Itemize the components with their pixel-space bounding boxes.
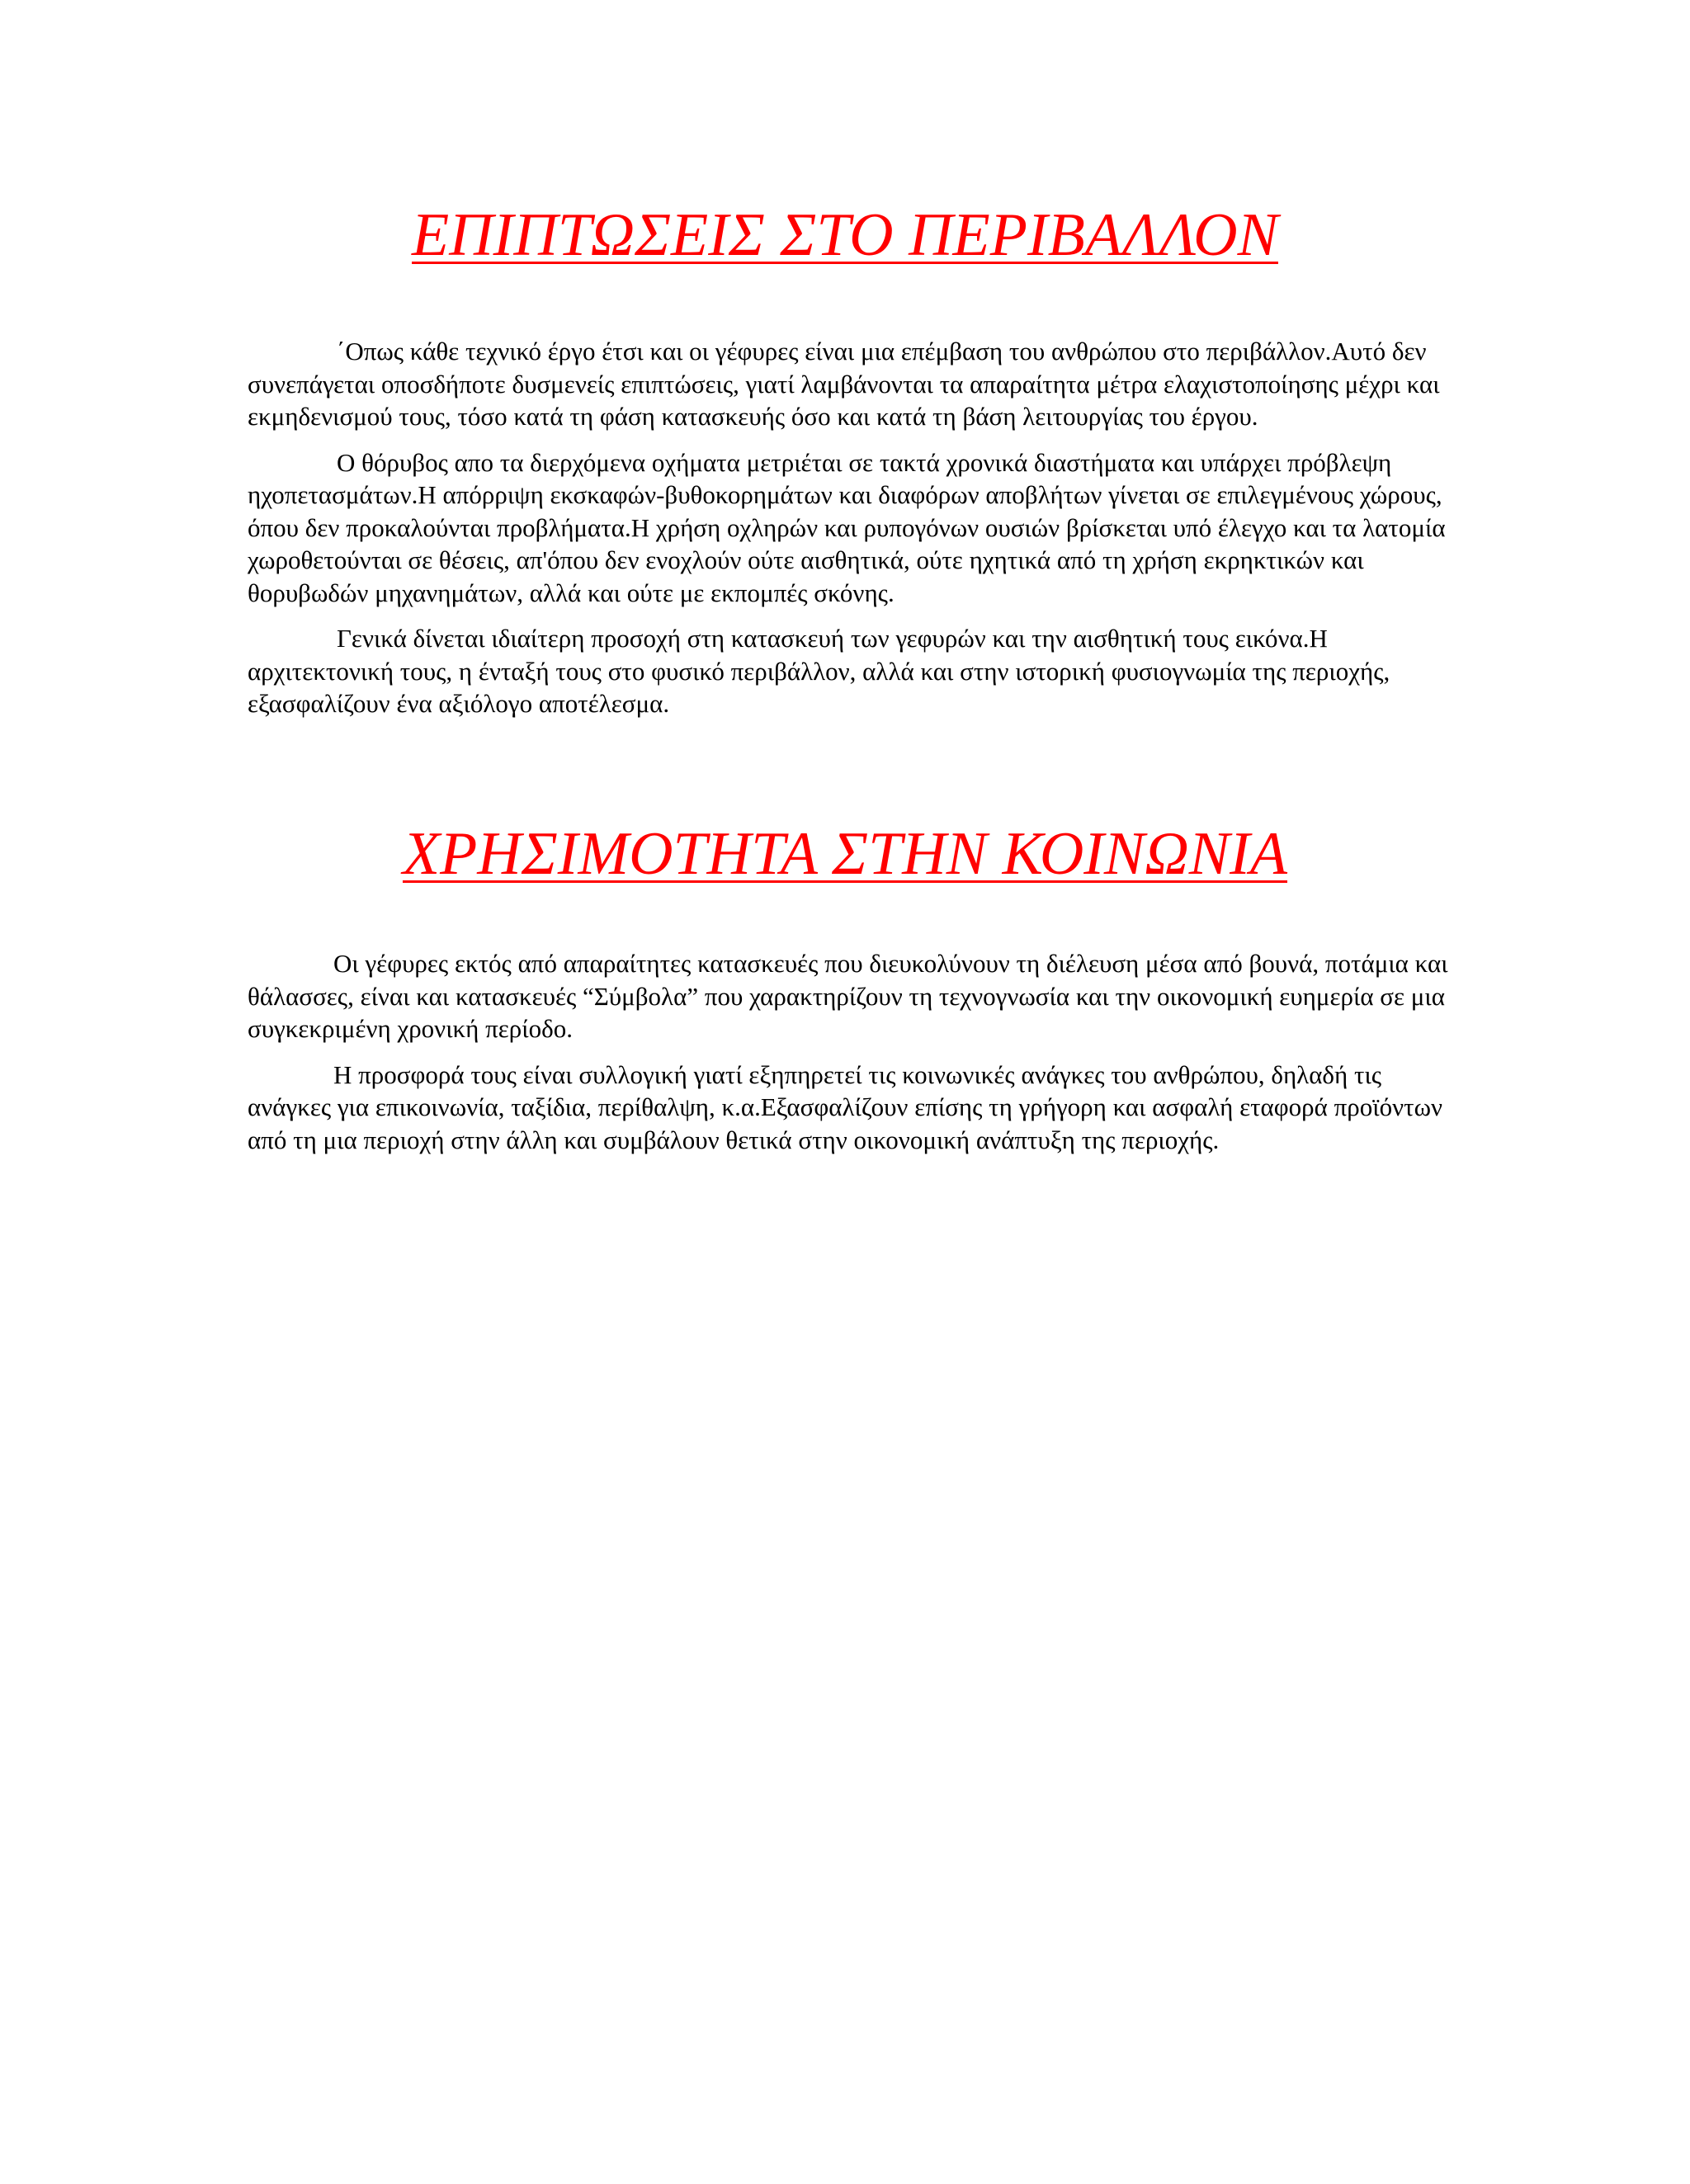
section-body-social-usefulness [248,947,1452,1169]
paragraph: ΄Οπως κάθε τεχνικό έργο έτσι και οι γέφυρες είναι μια επέμβαση του ανθρώπου στο περιβάλλον.Αυτό δεν συνεπάγεται οποσδήποτε δυσμενείς επιπτώσεις, γιατί λαμβάνονται τα απαραίτητα μέτρα ελαχιστοποίησης μέχρι και εκμηδενισμού τους, τόσο κατά τη φάση κατασκευής όσο και κατά τη βάση λειτουργίας του έργου. [248,337,1440,431]
section-body-environmental-impacts [248,335,1452,734]
paragraph: Η προσφορά τους είναι συλλογική γιατί εξηπηρετεί τις κοινωνικές ανάγκες του ανθρώπου, δηλαδή τις ανάγκες για επικοινωνία, ταξίδια, περίθαλψη, κ.α.Εξασφαλίζουν επίσης τη γρήγορη και ασφαλή εταφορά προϊόντων από τη μια περιοχή στην άλλη και συμβάλουν θετικά στην οικονομική ανάπτυξη της περιοχής. [248,1059,1442,1154]
paragraph: Οι γέφυρες εκτός από απαραίτητες κατασκευές που διευκολύνουν τη διέλευση μέσα από βουνά, ποτάμια και θάλασσες, είναι και κατασκευές “Σύμβολα” που χαρακτηρίζουν τη τεχνογνωσία και την οικονομική ευημερία σε μια συγκεκριμένη χρονική περίοδο. [248,949,1448,1043]
paragraph: Γενικά δίνεται ιδιαίτερη προσοχή στη κατασκευή των γεφυρών και την αισθητική τους εικόνα.Η αρχιτεκτονική τους, η ένταξή τους στο φυσικό περιβάλλον, αλλά και στην ιστορική φυσιογνωμία της περιοχής, εξασφαλίζουν ένα αξιόλογο αποτέλεσμα. [248,624,1390,718]
section-heading-environmental-impacts: ΕΠΙΠΤΩΣΕΙΣ ΣΤΟ ΠΕΡΙΒΑΛΛΟΝ [412,201,1278,269]
section-heading-social-usefulness: ΧΡΗΣΙΜΟΤΗΤΑ ΣΤΗΝ ΚΟΙΝΩΝΙΑ [402,820,1288,888]
paragraph: Ο θόρυβος απο τα διερχόμενα οχήματα μετριέται σε τακτά χρονικά διαστήματα και υπάρχει πρόβλεψη ηχοπετασμάτων.Η απόρριψη εκσκαφών-βυθοκορημάτων και διαφόρων αποβλήτων γίνεται σε επιλεγμένους χώρους, όπου δεν προκαλούνται προβλήματα.Η χρήση οχληρών και ρυπογόνων ουσιών βρίσκεται υπό έλεγχο και τα λατομία χωροθετούνται σε θέσεις, απ'όπου δεν ενοχλούν ούτε αισθητικά, ούτε ηχητικά από τη χρήση εκρηκτικών και θορυβωδών μηχανημάτων, αλλά και ούτε με εκπομπές σκόνης. [248,447,1446,607]
